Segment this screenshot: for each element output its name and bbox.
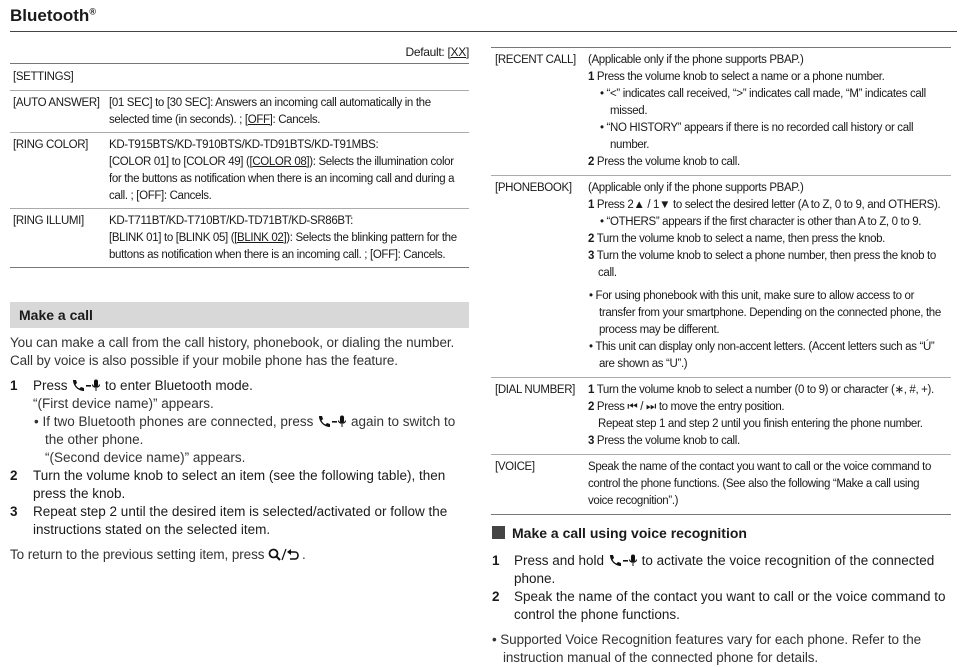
table-row xyxy=(10,132,469,208)
list-item: 3 Repeat step 2 until the desired item is selected/activated or follow the instructions stated on the selected item. xyxy=(10,504,448,537)
table-row xyxy=(491,454,951,514)
voice-desc: Speak the name of the contact you want to call or the voice command to control the phone functions. (See also the following “Make a call using voice recognition”.) xyxy=(588,461,932,507)
settings-table xyxy=(10,63,469,268)
voice-recognition-heading: Make a call using voice recognition xyxy=(492,525,747,543)
ring-illumi-desc: KD-T711BT/KD-T710BT/KD-TD71BT/KD-SR86BT: [BLINK 01] to [BLINK 05] ([BLINK 02]): Selects the blinking pattern for the buttons as notification when there is an incoming call. ; [OFF]: Cancels. xyxy=(109,215,457,261)
list-item: 2 Speak the name of the contact you want to call or the voice command to control the phone functions. xyxy=(492,589,946,622)
auto-answer-key: [AUTO ANSWER] xyxy=(13,97,100,109)
table-row xyxy=(491,48,951,175)
table-row xyxy=(10,208,469,267)
table-row xyxy=(10,90,469,132)
phonebook-key: [PHONEBOOK] xyxy=(495,182,572,194)
section-marker-icon xyxy=(492,526,505,539)
voice-recognition-note: • Supported Voice Recognition features vary for each phone. Refer to the instruction manual of the connected phone for details. xyxy=(492,632,922,665)
auto-answer-desc: [01 SEC] to [30 SEC]: Answers an incoming call automatically in the selected time (in seconds). ; [OFF]: Cancels. xyxy=(109,97,431,126)
skip-back-icon: ⏮ xyxy=(627,401,638,413)
voice-key: [VOICE] xyxy=(495,461,535,473)
table-row xyxy=(491,175,951,377)
search-back-icon xyxy=(268,547,302,562)
dial-number-desc: 1 Turn the volume knob to select a number (0 to 9) or character (∗, #, +). 2 Press ⏮ / ⏭ to move the entry position. Repeat step 1 and step 2 until you finish entering the phone number. 3 Press the volume knob to call. xyxy=(588,384,934,447)
voice-recognition-steps xyxy=(492,552,954,624)
step1-appears: “(First device name)” appears. xyxy=(33,396,214,411)
page-title: Bluetooth® xyxy=(10,6,96,25)
list-item: 1 Press and hold to activate the voice recognition of the connected phone. xyxy=(492,553,935,586)
step1-appears2: “(Second device name)” appears. xyxy=(45,450,246,465)
phone-mic-icon xyxy=(317,414,347,429)
up-triangle-icon: ▲ xyxy=(633,199,645,211)
list-item: • If two Bluetooth phones are connected, press again to switch to the other phone. xyxy=(34,414,456,447)
table-row xyxy=(10,64,469,90)
phonebook-desc: (Applicable only if the phone supports PBAP.) 1 Press 2▲ / 1▼ to select the desired letter (A to Z, 0 to 9, and OTHERS). • “OTHERS” appears if the first character is other than A to Z, 0 to 9. 2 Turn the volume knob to select a name, then press the knob. 3 Turn the volume knob to select a phone number, then press the knob to call. • For using phonebook with this unit, make sure to allow access to or transfer from your smartphone. Depending on the connected phone, the process may be different. • This unit can display only non-accent letters. (Accent letters such as “Ú” are shown as “U”.) xyxy=(588,182,941,370)
skip-forward-icon: ⏭ xyxy=(645,401,656,413)
recent-call-desc: (Applicable only if the phone supports PBAP.) 1 Press the volume knob to select a name or a phone number. • “<” indicates call received, “>” indicates call made, “M” indicates call missed. • “NO HISTORY” appears if there is no recorded call history or call number. 2 Press the volume knob to call. xyxy=(588,54,926,168)
recent-call-key: [RECENT CALL] xyxy=(495,54,576,66)
list-item: 2 Turn the volume knob to select an item (see the following table), then press the knob. xyxy=(10,468,446,501)
default-legend: Default: [XX] xyxy=(405,45,469,59)
call-table xyxy=(491,47,951,515)
ring-color-desc: KD-T915BTS/KD-T910BTS/KD-TD91BTS/KD-T91MBS: [COLOR 01] to [COLOR 49] ([COLOR 08]): Selects the illumination color for the buttons as notification when there is an incoming call and during a call. ; [OFF]: Cancels. xyxy=(109,139,455,202)
make-call-heading: Make a call xyxy=(10,302,469,328)
table-row xyxy=(491,377,951,454)
ring-color-key: [RING COLOR] xyxy=(13,139,89,151)
make-call-intro: You can make a call from the call history, phonebook, or dialing the number. Call by voice is also possible if your mobile phone has the feature. xyxy=(10,335,455,368)
phone-mic-icon xyxy=(608,553,638,568)
phone-mic-icon xyxy=(71,378,101,393)
down-triangle-icon: ▼ xyxy=(659,199,671,211)
header-divider xyxy=(10,31,957,32)
return-note: To return to the previous setting item, press . xyxy=(10,547,306,562)
settings-heading: [SETTINGS] xyxy=(13,71,74,83)
make-call-steps xyxy=(10,377,472,539)
list-item: 1 Press to enter Bluetooth mode. xyxy=(10,378,253,393)
ring-illumi-key: [RING ILLUMI] xyxy=(13,215,84,227)
dial-number-key: [DIAL NUMBER] xyxy=(495,384,576,396)
